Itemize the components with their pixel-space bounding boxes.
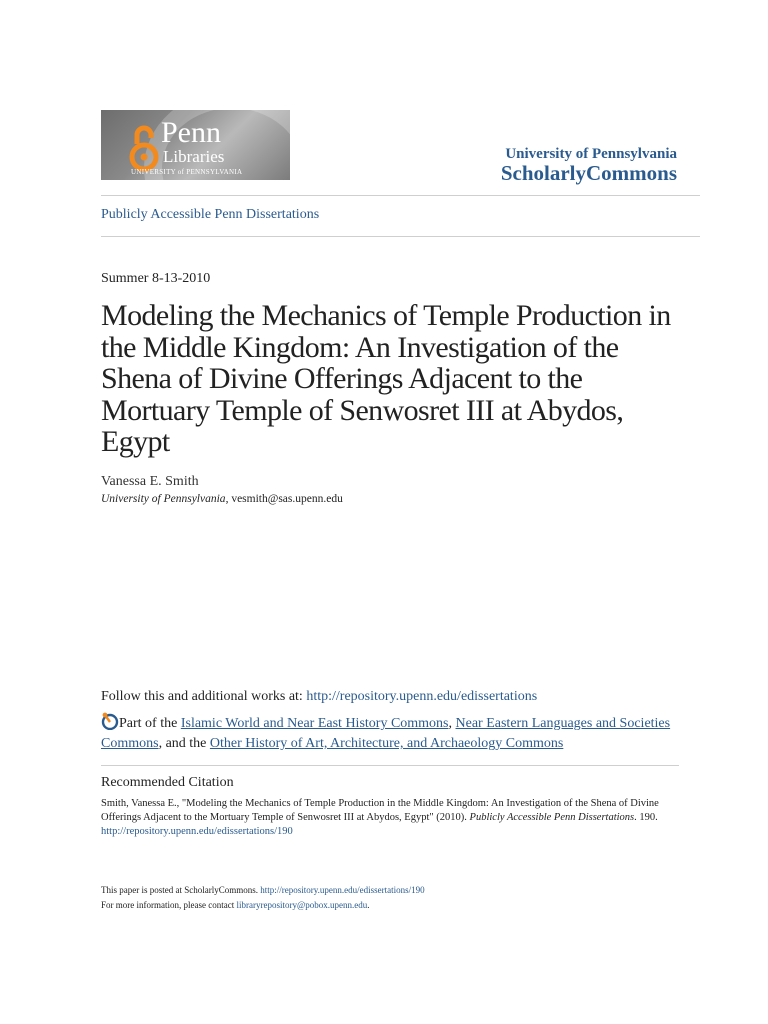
- part-of-line: [101, 712, 681, 754]
- affiliation-name: University of Pennsylvania: [101, 493, 226, 505]
- citation-heading: Recommended Citation: [101, 775, 234, 790]
- penn-libraries-logo[interactable]: [101, 110, 290, 180]
- posted-link[interactable]: http://repository.upenn.edu/edissertations/190: [260, 885, 425, 895]
- logo-wordmark: Penn: [161, 116, 221, 149]
- citation-journal: Publicly Accessible Penn Dissertations: [469, 812, 635, 823]
- logo-subword: Libraries: [163, 147, 225, 166]
- institution-name[interactable]: University of Pennsylvania: [505, 146, 677, 162]
- citation-text-main: Smith, Vanessa E., "Modeling the Mechanics of Temple Production in the Middle Kingdom: An Investigation of the Shena of Divine Offerings Adjacent to the Mortuary Temple of Senwosret III at Abydos, Egypt" (2010).: [101, 798, 659, 823]
- citation-text-end: . 190.: [634, 812, 658, 823]
- commons-link-art-architecture[interactable]: Other History of Art, Architecture, and Archaeology Commons: [209, 736, 564, 751]
- contact-label: For more information, please contact: [101, 900, 237, 910]
- open-access-lock-icon: [129, 124, 159, 172]
- citation-text: [101, 797, 671, 839]
- posted-label: This paper is posted at ScholarlyCommons.: [101, 885, 261, 895]
- publication-date: Summer 8-13-2010: [101, 271, 211, 286]
- commons-link-islamic-world[interactable]: Islamic World and Near East History Commons: [180, 716, 449, 731]
- contact-line: [101, 900, 369, 910]
- repository-name[interactable]: ScholarlyCommons: [500, 161, 677, 185]
- series-divider: [101, 236, 700, 237]
- follow-link[interactable]: http://repository.upenn.edu/edissertations: [306, 689, 538, 704]
- follow-label: Follow this and additional works at:: [101, 689, 307, 704]
- citation-divider: [101, 765, 679, 766]
- header-divider: [101, 195, 700, 196]
- logo-tagline: UNIVERSITY of PENNSYLVANIA: [131, 168, 243, 176]
- series-link[interactable]: Publicly Accessible Penn Dissertations: [101, 207, 320, 222]
- author-name: Vanessa E. Smith: [101, 474, 199, 489]
- commons-network-icon: [101, 712, 119, 730]
- author-affiliation: [101, 493, 343, 505]
- author-email: vesmith@sas.upenn.edu: [231, 493, 343, 505]
- commons-link-near-eastern-languages[interactable]: Near Eastern Languages and Societies Commons: [101, 716, 671, 751]
- contact-end: .: [367, 900, 370, 910]
- citation-link[interactable]: http://repository.upenn.edu/edissertations/190: [101, 826, 293, 837]
- contact-email-link[interactable]: libraryrepository@pobox.upenn.edu: [236, 900, 368, 910]
- document-title: Modeling the Mechanics of Temple Production in the Middle Kingdom: An Investigation of the Shena of Divine Offerings Adjacent to the Mortuary Temple of Senwosret III at Abydos, Egypt: [101, 299, 671, 458]
- part-of-label: Part of the: [119, 716, 181, 731]
- commons-separator-2: , and the: [158, 736, 210, 751]
- commons-separator-1: ,: [448, 716, 456, 731]
- affiliation-separator: ,: [225, 493, 232, 505]
- follow-line: [101, 689, 537, 705]
- posted-line: [101, 885, 425, 895]
